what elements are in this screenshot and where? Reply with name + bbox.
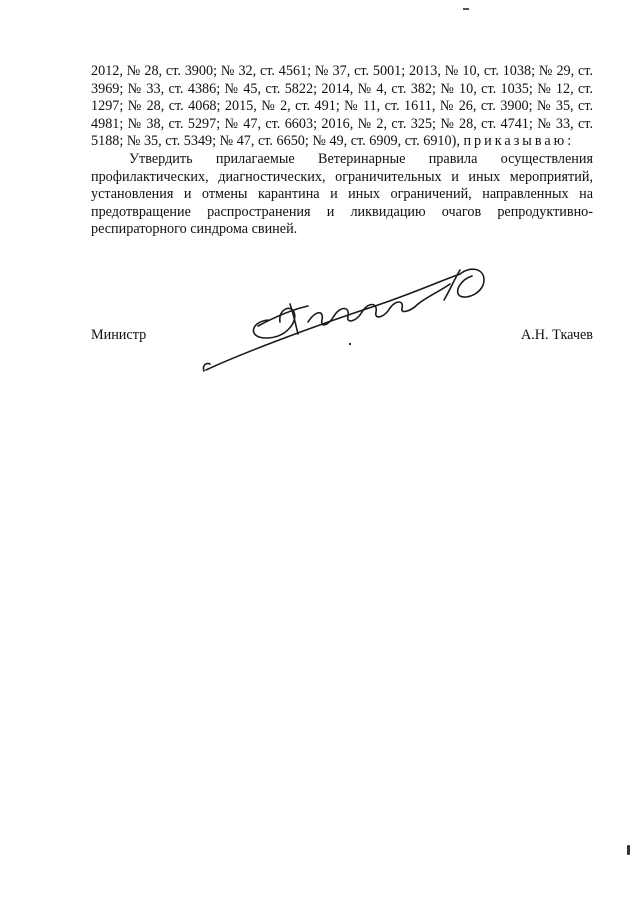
continuation-paragraph [91, 63, 593, 151]
signatory-name: А.Н. Ткачев [521, 327, 593, 343]
scan-speck [463, 8, 469, 10]
resolution-paragraph: Утвердить прилагаемые Ветеринарные правила осуществления профилактических, диагностических, ограничительных и иных мероприятий, установления и отмены карантина и иных ограничений, направленных на предотвращение распространения и ликвидацию очагов репродуктивно-респираторного синдрома свиней. [91, 150, 593, 238]
signatory-title: Министр [91, 327, 147, 343]
document-body [91, 63, 593, 239]
order-word: приказываю: [463, 133, 575, 150]
signature-block [91, 327, 593, 347]
handwritten-signature [198, 260, 498, 375]
scan-edge-mark [627, 845, 630, 855]
legal-references-text: 2012, № 28, ст. 3900; № 32, ст. 4561; № 37, ст. 5001; 2013, № 10, ст. 1038; № 29, ст. 3969; № 33, ст. 4386; № 45, ст. 5822; 2014, № 4, ст. 382; № 10, ст. 1035; № 12, ст. 1297; № 28, ст. 4068; 2015, № 2, ст. 491; № 11, ст. 1611, № 26, ст. 3900; № 35, ст. 4981; № 38, ст. 5297; № 47, ст. 6603; 2016, № 2, ст. 325; № 28, ст. 4741; № 33, ст. 5188; № 35, ст. 5349; № 47, ст. 6650; № 49, ст. 6909, ст. 6910), [91, 63, 593, 150]
